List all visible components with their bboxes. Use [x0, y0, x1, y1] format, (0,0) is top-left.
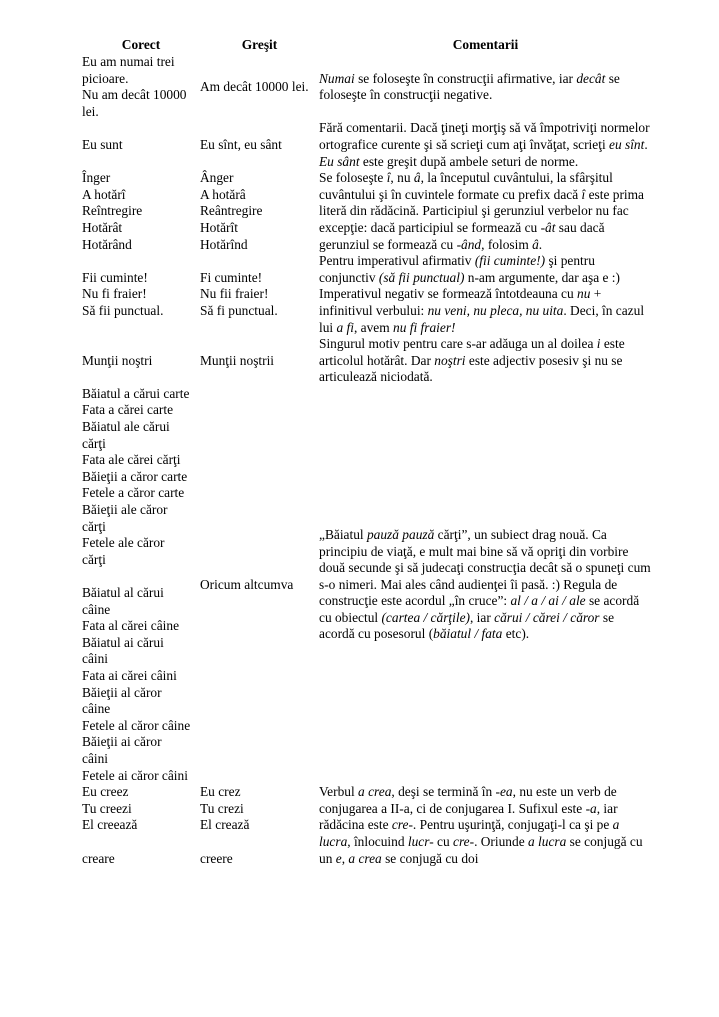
comment-italic-text: (fii cuminte!)	[474, 253, 546, 269]
correct-cell-line: A hotărî	[82, 186, 126, 202]
comment-text: + infinitivul verbului:	[319, 286, 602, 318]
comment-text: , nu este un verb de conjugarea a II-a, ci de conjugarea I. Sufixul este	[319, 784, 617, 816]
comment-italic-text: -a	[585, 800, 597, 816]
comment-italic-text: a crea	[358, 784, 392, 800]
correct-cell-line	[82, 568, 200, 585]
comment-italic-text: -ât	[540, 219, 556, 235]
correct-cell-line: Eu creez	[82, 784, 129, 800]
correct-cell-line: câine	[82, 601, 111, 617]
correct-cell-line: Hotărât	[82, 219, 123, 235]
comment-cell	[319, 170, 652, 253]
comment-italic-text: â	[532, 236, 539, 252]
comment-text: , nu	[390, 170, 414, 186]
comment-cell	[319, 336, 652, 386]
wrong-cell	[200, 170, 319, 253]
comment-italic-text: nu fi fraier!	[393, 319, 456, 335]
wrong-cell	[200, 386, 319, 784]
comment-text: Singurul motiv pentru care s-ar adăuga un al doilea	[319, 336, 597, 352]
wrong-cell	[200, 120, 319, 170]
correct-cell-line: Băieţii ale căror	[82, 502, 168, 518]
comment-italic-text: băiatul / fata	[433, 626, 503, 642]
comment-cell	[319, 120, 652, 170]
comment-italic-text: -ând,	[456, 236, 485, 252]
correct-cell-line: Fata a cărei carte	[82, 402, 174, 418]
correct-cell-line: lei.	[82, 103, 99, 119]
correct-cell	[82, 784, 200, 867]
correct-cell	[82, 386, 200, 784]
correct-cell-line: creare	[82, 850, 115, 866]
correct-cell-line: Fata ai cărei câini	[82, 667, 177, 683]
comment-italic-text: lucr-	[407, 833, 434, 849]
comment-text: . Deci, în cazul lui	[319, 302, 645, 335]
comment-text: , iar rădăcina este	[319, 800, 618, 833]
comment-text: şi pentru conjunctiv	[319, 253, 595, 285]
wrong-cell-line	[200, 834, 319, 851]
correct-cell-line: Fata al cărei câine	[82, 618, 180, 634]
comment-text: . Pentru uşurinţă, conjugaţi-l ca şi pe	[412, 817, 613, 833]
comment-italic-text: al / a / ai / ale	[510, 593, 586, 609]
wrong-cell-line: A hotărâ	[200, 186, 246, 202]
comment-italic-text: a lucra	[319, 817, 620, 849]
comment-italic-text: a lucra	[528, 833, 567, 849]
wrong-cell-line: Munţii noştrii	[200, 352, 275, 368]
correct-cell-line: Băieţii al căror	[82, 684, 162, 700]
table-header-row	[82, 36, 652, 54]
comment-text: se conjugă cu doi	[381, 850, 479, 866]
comment-italic-text: â	[413, 170, 421, 186]
comment-text: Fără comentarii. Dacă ţineţi morţiş să vă împotriviţi normelor ortografice curente şi să scrieţi cum aţi învăţat, scrieţi	[319, 120, 650, 152]
comment-text: este prima literă din rădăcină. Participiul şi gerunziul verbelor nu fac excepţie: dacă participiul se formează cu	[319, 186, 644, 235]
wrong-cell-line: El crează	[200, 817, 250, 833]
correct-cell-line: Fetele a căror carte	[82, 485, 185, 501]
correct-cell-line: Munţii noştri	[82, 352, 153, 368]
comment-cell	[319, 784, 652, 867]
comment-text: se conjugă cu un	[319, 833, 643, 866]
table-row	[82, 386, 652, 784]
comment-italic-text: decât	[576, 70, 606, 86]
comment-italic-text: cre-	[391, 817, 413, 833]
comment-text: se acordă cu obiectul	[319, 593, 640, 625]
wrong-cell-line: Eu sînt, eu sânt	[200, 136, 282, 152]
comment-italic-text: î	[386, 170, 391, 186]
comment-italic-text: Eu sânt	[319, 153, 360, 169]
table-row	[82, 170, 652, 253]
comment-italic-text: -ea	[495, 784, 513, 800]
comment-text: , la începutul cuvântului, la sfârşitul cuvântului şi în cuvintele formate cu prefix dacă	[319, 170, 613, 202]
wrong-cell-line: Nu fii fraier!	[200, 286, 269, 302]
wrong-cell-line: Oricum altcumva	[200, 576, 294, 592]
correct-cell-line: El creează	[82, 817, 138, 833]
correct-cell-line: Nu fi fraier!	[82, 286, 147, 302]
comment-text: se foloseşte în construcţii afirmative, iar	[354, 70, 577, 86]
wrong-cell	[200, 253, 319, 336]
table-row	[82, 336, 652, 386]
comment-text: este articolul hotărât. Dar	[319, 336, 625, 368]
header-comments: Comentarii	[452, 36, 519, 52]
comment-text: „Băiatul	[319, 526, 367, 542]
correct-cell-line: câini	[82, 651, 109, 667]
correct-cell-line: Tu creezi	[82, 800, 132, 816]
comment-text: Verbul	[319, 784, 359, 800]
wrong-cell-line: Hotărît	[200, 219, 238, 235]
comment-italic-text: cre-	[453, 833, 475, 849]
correct-cell-line: Băieţii ai căror	[82, 734, 162, 750]
comment-italic-text: nu veni, nu pleca, nu uita	[427, 302, 564, 318]
correct-cell-line: Băiatul ale cărui	[82, 419, 170, 435]
comment-cell	[319, 54, 652, 120]
correct-cell-line: Fii cuminte!	[82, 269, 148, 285]
comment-text: , iar	[469, 609, 495, 625]
comment-text: sau dacă gerunziul se formează cu	[319, 219, 605, 252]
comment-italic-text: pauză pauză	[366, 526, 435, 542]
correct-cell-line: cărţi	[82, 518, 106, 534]
wrong-cell-line: Tu crezi	[200, 800, 244, 816]
correct-cell-line: Înger	[82, 170, 111, 186]
comment-text: n-am argumente, dar aşa e :) Imperativul negativ se formează întotdeauna cu	[319, 269, 620, 302]
wrong-cell-line: Eu crez	[200, 784, 241, 800]
comment-text: este adjectiv posesiv şi nu se articulează niciodată.	[319, 352, 623, 385]
correct-cell-line: Nu am decât 10000	[82, 87, 187, 103]
comment-italic-text: a crea	[348, 850, 382, 866]
wrong-cell-line: Fi cuminte!	[200, 269, 263, 285]
correct-cell-line: cărţi	[82, 435, 106, 451]
correct-cell	[82, 336, 200, 386]
comment-italic-text: (cartea / cărţile)	[381, 609, 470, 625]
comment-italic-text: î	[581, 186, 586, 202]
correct-cell-line: Reîntregire	[82, 203, 143, 219]
wrong-cell-line: Să fi punctual.	[200, 302, 278, 318]
comment-text: este greşit după ambele seturi de norme.	[359, 153, 579, 169]
correct-cell-line: Băieţii a căror carte	[82, 468, 188, 484]
comment-text: Se foloseşte	[319, 170, 387, 186]
correct-cell-line: Băiatul al cărui	[82, 585, 164, 600]
wrong-cell-line: Hotărînd	[200, 236, 248, 252]
correct-cell-line: Fetele al căror câine	[82, 717, 191, 733]
comment-text: , avem	[353, 319, 394, 335]
correct-cell	[82, 170, 200, 253]
correct-cell-line: câini	[82, 750, 109, 766]
correct-cell-line: Fetele ai căror câini	[82, 767, 188, 783]
correct-cell-line: picioare.	[82, 70, 129, 86]
comment-text: ,	[341, 850, 349, 866]
correct-cell-line: Fata ale cărei cărţi	[82, 452, 181, 468]
correct-cell-line: Fetele ale căror	[82, 535, 165, 551]
correct-cell-line: Băiatul a cărui carte	[82, 385, 190, 401]
comment-text: folosim	[484, 236, 533, 252]
table-row	[82, 54, 652, 120]
comment-cell	[319, 386, 652, 784]
comment-text: cu	[433, 833, 453, 849]
comment-text: Pentru imperativul afirmativ	[319, 253, 475, 269]
correct-cell-line: Băiatul ai cărui	[82, 634, 164, 650]
wrong-cell	[200, 336, 319, 386]
wrong-cell	[200, 54, 319, 120]
header-wrong: Greşit	[241, 36, 278, 52]
comment-italic-text: a fi	[336, 319, 354, 335]
correct-cell-line: cărţi	[82, 551, 106, 567]
wrong-cell-line: Ânger	[200, 170, 234, 186]
comment-text: , deşi se termină în	[391, 784, 496, 800]
wrong-cell	[200, 784, 319, 867]
comment-italic-text: nu	[577, 286, 591, 302]
comment-italic-text: i	[596, 336, 601, 352]
comment-text: cărţi”, un subiect drag nouă. Ca principiu de viaţă, e mult mai bine să vă opriţi din vorbire două secunde şi să judecaţi construcţia decât să o spuneţi cum s-o nimeri. Mai ales când audienţei îi pasă. :) Regula de construcţie este acordul „în cruce”:	[319, 526, 651, 609]
correct-cell-line: câine	[82, 701, 111, 717]
comment-italic-text: e	[335, 850, 342, 866]
wrong-cell-line: Am decât 10000 lei.	[200, 78, 309, 94]
correct-cell	[82, 253, 200, 336]
correct-cell-line	[82, 834, 200, 851]
table-row	[82, 253, 652, 336]
header-correct: Corect	[121, 36, 161, 52]
correct-cell-line: Hotărând	[82, 236, 132, 252]
comment-text: .	[644, 136, 648, 152]
document-page	[82, 36, 652, 867]
comment-italic-text: eu sînt	[609, 136, 645, 152]
comment-text: , înlocuind	[347, 833, 408, 849]
correct-cell-line: Eu am numai trei	[82, 54, 175, 69]
comment-italic-text: cărui / cărei / căror	[494, 609, 600, 625]
comment-text: . Oriunde	[474, 833, 528, 849]
table-row	[82, 120, 652, 170]
table-row	[82, 784, 652, 867]
comment-italic-text: (să fii punctual)	[378, 269, 465, 285]
wrong-cell-line: Reântregire	[200, 203, 263, 219]
correct-cell-line: Să fii punctual.	[82, 302, 164, 318]
comment-cell	[319, 253, 652, 336]
table-body	[82, 54, 652, 867]
comment-text: etc).	[502, 626, 530, 642]
comment-italic-text: noştri	[434, 352, 466, 368]
comment-text: .	[538, 236, 543, 252]
grammar-table	[82, 36, 652, 867]
correct-cell	[82, 120, 200, 170]
comment-italic-text: Numai	[319, 70, 355, 86]
correct-cell	[82, 54, 200, 120]
correct-cell-line: Eu sunt	[82, 136, 123, 152]
comment-text: se foloseşte în construcţii negative.	[319, 70, 620, 103]
wrong-cell-line: creere	[200, 850, 233, 866]
comment-text: se acordă cu posesorul (	[319, 609, 615, 642]
